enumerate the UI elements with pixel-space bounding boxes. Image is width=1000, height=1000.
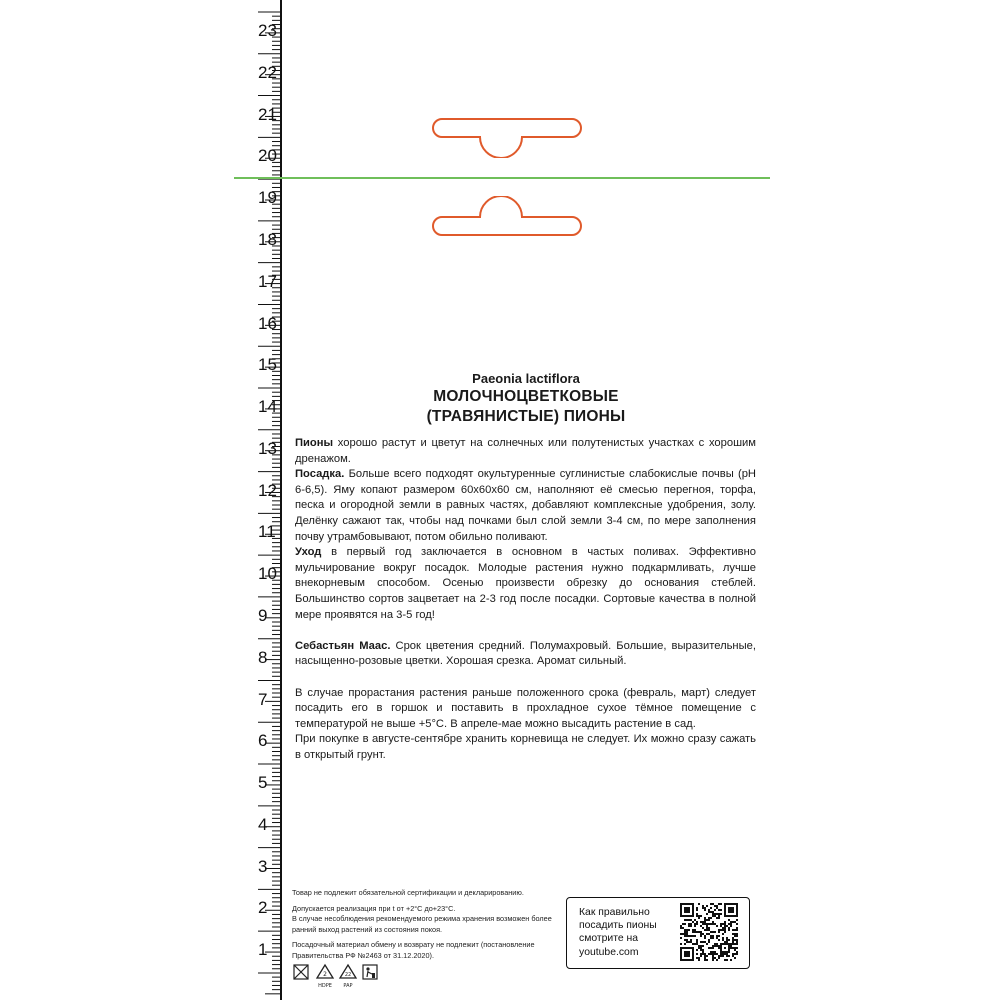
- storage-paragraph-1: В случае прорастания растения раньше положенного срока (февраль, март) следует посадить его в горшок и поставить в прохладное сухое тёмное помещение с температурой не выше +5°С. В апреле-мае можно высадить растение в сад.: [295, 686, 756, 730]
- hanger-slot-top: [432, 113, 582, 158]
- care-bold: Уход: [295, 546, 322, 559]
- ruler-number: 22: [258, 62, 277, 82]
- qr-text-line-1: Как правильно: [579, 907, 650, 918]
- product-title: [282, 387, 770, 427]
- fold-line: [234, 177, 770, 179]
- variety-paragraph: [295, 639, 756, 670]
- legal-line-2: Допускается реализация при t от +2°С до+23°С.: [292, 903, 456, 913]
- youtube-info-text: [579, 906, 679, 959]
- ruler-number: 15: [258, 355, 277, 375]
- ruler-number: 4: [258, 814, 268, 834]
- recycle-label-pap: PAP: [343, 983, 353, 989]
- ruler-number: 2: [258, 898, 268, 918]
- ruler-number: 11: [258, 522, 276, 542]
- planting-paragraph: [295, 467, 756, 545]
- care-text: в первый год заключается в основном в частых поливах. Эффективно мульчирование вокруг посадок. Молодые растения нужно подкармливать, лучше внекорневым способом. Осенью произвести обрезку до основания стеблей. Большинство сортов зацветает на 2-3 год после посадки. Сортовые качества в полной мере проявятся на 3-5 год!: [295, 546, 756, 621]
- legal-line-3: В случае несоблюдения рекомендуемого режима хранения возможен более ранний выход растений из состояния покоя.: [292, 914, 552, 934]
- ruler-number: 23: [258, 21, 277, 40]
- crossed-bin-box-icon: [294, 965, 308, 979]
- ruler-number: 8: [258, 647, 268, 667]
- legal-line-1: Товар не подлежит обязательной сертификации и декларированию.: [292, 888, 524, 897]
- species-latin-name: Paeonia lactiflora: [472, 371, 580, 386]
- ruler-number: 7: [258, 689, 268, 709]
- planting-bold: Посадка.: [295, 468, 345, 481]
- ruler-number: 20: [258, 146, 277, 166]
- ruler-number: 19: [258, 188, 277, 208]
- ruler-number: 9: [258, 605, 268, 625]
- planting-text: Больше всего подходят окультуренные суглинистые слабокислые почвы (рН 6-6,5). Яму копают размером 60х60х60 см, наполняют её смесью перегноя, торфа, песка и огородной земли в равных частях, добавляют комплексные удобрения, золу. Делёнку сажают так, чтобы над почками был слой земли 3-4 см, по мере заполнения почву утрамбовывают, потом обильно поливают.: [295, 468, 756, 543]
- ruler-number: 12: [258, 480, 277, 500]
- recycle-pap-icon: [340, 965, 356, 989]
- ruler-number: 5: [258, 773, 268, 792]
- ruler-number: 18: [258, 229, 277, 249]
- ruler-number: 6: [258, 731, 268, 751]
- hanger-slot-bottom: [432, 196, 582, 241]
- youtube-info-box: [566, 897, 750, 969]
- ruler-number: 17: [258, 271, 277, 291]
- care-paragraph: [295, 545, 756, 623]
- svg-text:22: 22: [344, 972, 352, 978]
- intro-bold: Пионы: [295, 437, 334, 449]
- intro-text: хорошо растут и цветут на солнечных или полутенистых участках с хорошим дренажом.: [295, 437, 756, 465]
- ruler-number: 10: [258, 564, 277, 584]
- ruler-number: 3: [258, 856, 268, 876]
- variety-bold: Себастьян Маас.: [295, 639, 391, 652]
- description-body: [295, 436, 756, 763]
- intro-paragraph: [295, 436, 756, 467]
- recycle-label-hdpe: HDPE: [318, 983, 332, 989]
- qr-text-line-2: посадить пионы: [579, 920, 657, 932]
- legal-notice: [292, 888, 560, 962]
- title-line-2: (ТРАВЯНИСТЫЕ) ПИОНЫ: [426, 408, 626, 425]
- svg-text:2: 2: [323, 971, 327, 978]
- ruler-number: 14: [258, 397, 277, 416]
- legal-line-4: Посадочный материал обмену и возврату не подлежит (постановление Правительства РФ №2463 от 31.12.2020).: [292, 940, 535, 960]
- qr-text-line-3: смотрите на: [579, 933, 639, 945]
- ruler-number: 13: [258, 438, 277, 458]
- ruler-number: 1: [258, 940, 268, 960]
- recycle-hdpe-icon: [317, 965, 333, 989]
- qr-code-icon[interactable]: [680, 903, 738, 961]
- storage-paragraph-2: При покупке в августе-сентябре хранить корневища не следует. Их можно сразу сажать в открытый грунт.: [295, 733, 756, 761]
- recycling-icons: [293, 963, 393, 989]
- title-line-1: МОЛОЧНОЦВЕТКОВЫЕ: [433, 388, 619, 405]
- ruler-number: 16: [258, 313, 277, 333]
- tidyman-icon: [363, 965, 377, 979]
- qr-text-line-4: youtube.com: [579, 946, 639, 958]
- variety-text: Срок цветения средний. Полумахровый. Большие, выразительные, насыщенно-розовые цветки. Хорошая срезка. Аромат сильный.: [295, 639, 756, 668]
- ruler-number: 21: [258, 104, 277, 124]
